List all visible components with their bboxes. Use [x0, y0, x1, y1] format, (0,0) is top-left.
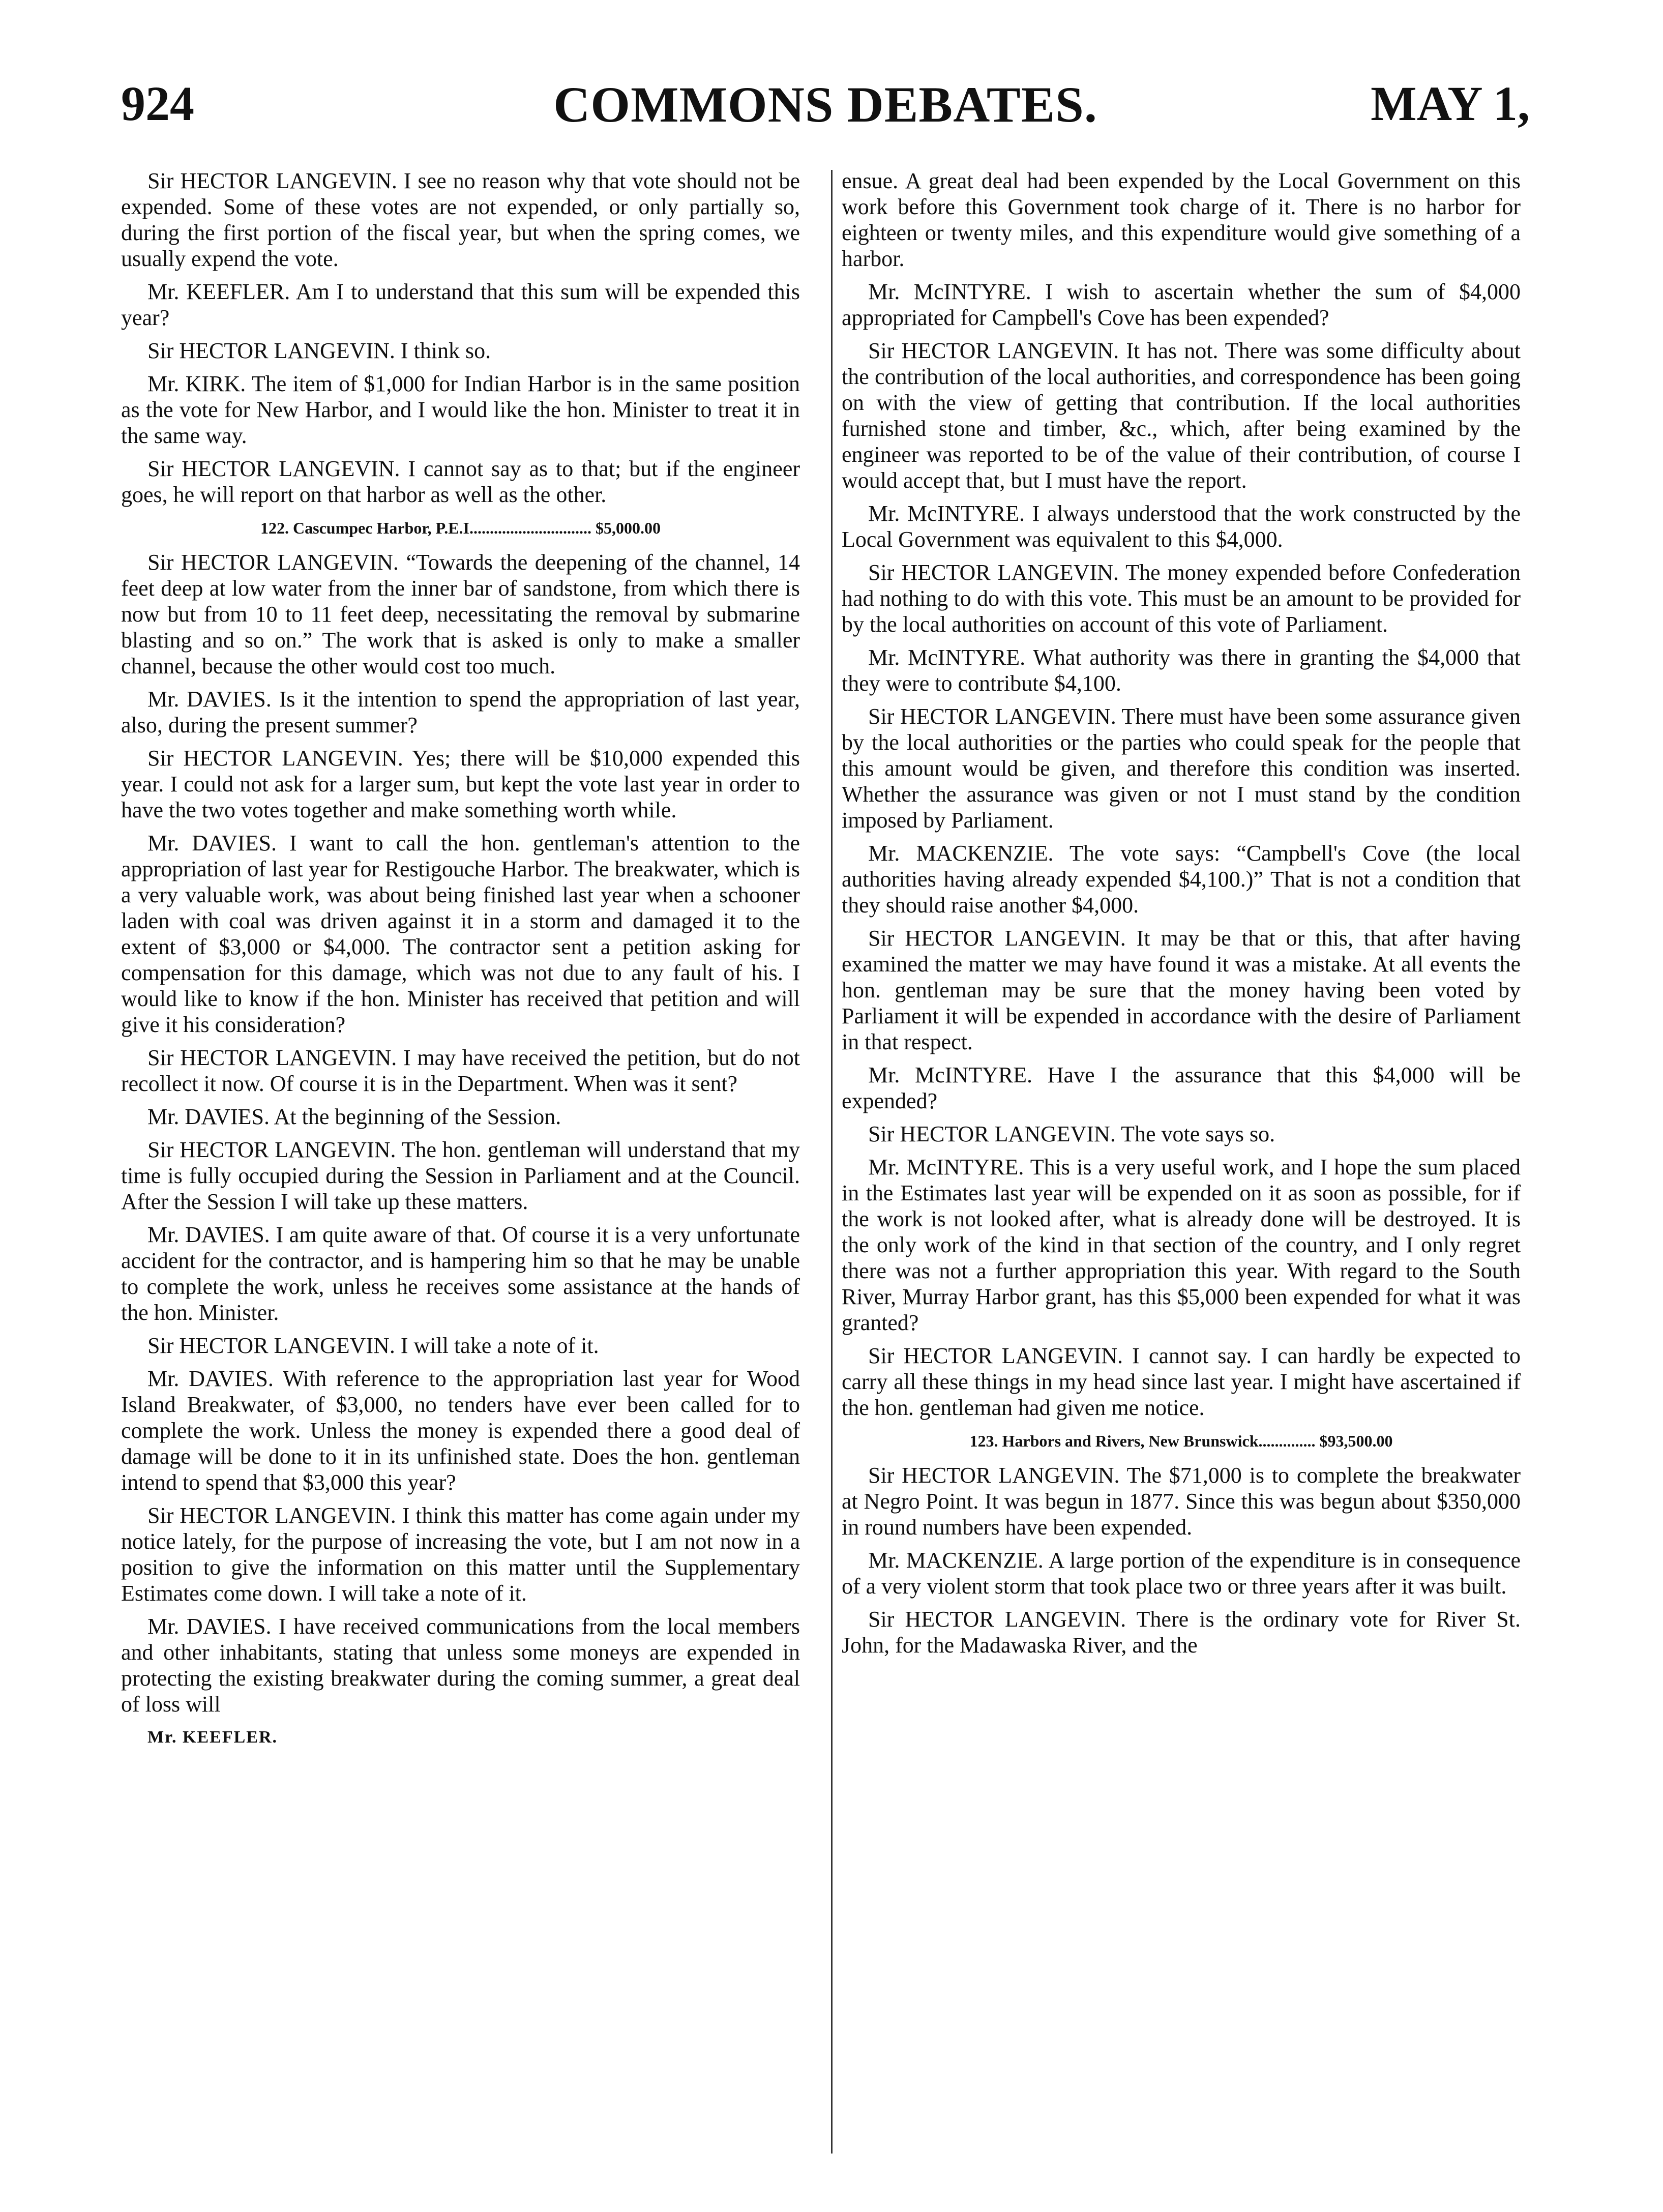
speech-paragraph [842, 644, 1521, 696]
speaker-name: Mr. DAVIES. [147, 831, 277, 856]
speaker-name: Sir HECTOR LANGEVIN. [868, 338, 1119, 363]
speech-text: Is it the intention to spend the appropriation of last year, also, during the present summer? [121, 687, 800, 738]
speech-text: There must have been some assurance given by the local authorities or the parties who could speak for the people that this amount would be given, and therefore this condition was inserted. Whether the assurance was given or not I must stand by the condition imposed by Parliament. [842, 704, 1521, 833]
speaker-name: Mr. McINTYRE. [868, 501, 1025, 526]
speech-text: I cannot say as to that; but if the engineer goes, he will report on that harbor as well as the other. [121, 456, 800, 507]
speaker-name: Sir HECTOR LANGEVIN. [147, 550, 399, 575]
speaker-name: Mr. DAVIES. [147, 1222, 270, 1247]
speaker-name: Mr. KEEFLER. [147, 279, 290, 304]
speaker-name: Sir HECTOR LANGEVIN. [147, 1137, 396, 1162]
speech-text: At the beginning of the Session. [274, 1104, 561, 1129]
speech-paragraph [121, 686, 800, 738]
speaker-name: Mr. DAVIES. [147, 1366, 274, 1391]
estimate-item: 123. Harbors and Rivers, New Brunswick.............. $93,500.00 [969, 1432, 1393, 1450]
speech-text: The $71,000 is to complete the breakwater at Negro Point. It was begun in 1877. Since this was begun about $350,000 in round numbers have been expended. [842, 1463, 1521, 1540]
speech-text: The vote says so. [1121, 1122, 1275, 1146]
speech-paragraph [121, 549, 800, 679]
speaker-name: Mr. DAVIES. [147, 1614, 272, 1639]
speech-paragraph [842, 1154, 1521, 1336]
speaker-name: Sir HECTOR LANGEVIN. [147, 1045, 397, 1070]
speech-paragraph [121, 279, 800, 331]
speaker-name: Mr. KIRK. [147, 371, 246, 396]
speech-paragraph [121, 456, 800, 508]
speaker-name: Sir HECTOR LANGEVIN. [868, 1463, 1120, 1488]
speaker-name: Sir HECTOR LANGEVIN. [147, 168, 397, 193]
speech-paragraph [121, 745, 800, 823]
speech-text: “Towards the deepening of the channel, 14 feet deep at low water from the inner bar of sandstone, from which there is now but from 10 to 11 feet deep, necessitating the removal by submarine blasting and so on.” The work that is asked is only to make a smaller channel, because the other would cost too much. [121, 550, 800, 679]
speech-paragraph [842, 1606, 1521, 1658]
speaker-name: Sir HECTOR LANGEVIN. [868, 560, 1119, 585]
speech-paragraph [842, 1547, 1521, 1599]
right-column [842, 168, 1521, 1665]
speech-text: This is a very useful work, and I hope the sum placed in the Estimates last year will be expended on it as soon as possible, for if the work is not looked after, what is already done will be destroyed. It is the only work of the kind in that section of the country, and I only regret there was not a further appropriation this year. With regard to the South River, Murray Harbor grant, has this $5,000 been expended for what it was granted? [842, 1155, 1521, 1335]
speech-paragraph [842, 500, 1521, 552]
page-date: MAY 1, [1371, 76, 1530, 131]
speech-text: I wish to ascertain whether the sum of $4,000 appropriated for Campbell's Cove has been expended? [842, 279, 1521, 330]
speech-text: The vote says: “Campbell's Cove (the local authorities having already expended $4,100.)” That is not a condition that they should raise another $4,000. [842, 841, 1521, 918]
speaker-name: Sir HECTOR LANGEVIN. [868, 704, 1116, 729]
speech-paragraph [121, 1333, 800, 1359]
speech-text: There is the ordinary vote for River St. John, for the Madawaska River, and the [842, 1607, 1521, 1658]
speaker-name: Sir HECTOR LANGEVIN. [868, 1607, 1126, 1632]
speech-text: A large portion of the expenditure is in consequence of a very violent storm that took place two or three years after it was built. [842, 1548, 1521, 1599]
speech-text: Yes; there will be $10,000 expended this year. I could not ask for a larger sum, but kept the vote last year in order to have the two votes together and make something worth while. [121, 746, 800, 822]
speaker-name: Sir HECTOR LANGEVIN. [147, 1333, 395, 1358]
speech-paragraph [842, 1462, 1521, 1540]
speaker-name: Sir HECTOR LANGEVIN. [147, 338, 395, 363]
page-number: 924 [121, 76, 194, 131]
speaker-name: Mr. MACKENZIE. [868, 1548, 1044, 1573]
speech-paragraph [842, 1121, 1521, 1147]
speech-paragraph [121, 1137, 800, 1215]
speech-paragraph [842, 1062, 1521, 1114]
speech-text: It may be that or this, that after having examined the matter we may have found it was a mistake. At all events the hon. gentleman may be sure that the money having been voted by Parliament it will be expended in accordance with the desire of Parliament in that respect. [842, 926, 1521, 1054]
speaker-name: Mr. DAVIES. [147, 687, 272, 712]
speaker-name: Mr. McINTYRE. [868, 279, 1031, 304]
speech-paragraph [842, 338, 1521, 493]
speech-paragraph [842, 1343, 1521, 1421]
speaker-name: Sir HECTOR LANGEVIN. [868, 926, 1126, 951]
speech-paragraph [842, 279, 1521, 331]
speech-paragraph [121, 1045, 800, 1097]
speech-paragraph [842, 840, 1521, 918]
speech-paragraph [842, 925, 1521, 1055]
speech-text: I cannot say. I can hardly be expected to carry all these things in my head since last year. I might have ascertained if the hon. gentleman had given me notice. [842, 1343, 1521, 1420]
speech-text: It has not. There was some difficulty about the contribution of the local authorities, and correspondence has been going on with the view of getting that contribution. If the local authorities furnished stone and timber, &c., which, after being examined by the engineer was reported to be of the value of their contribution, of course I would accept that, but I must have the report. [842, 338, 1521, 493]
page-header [121, 75, 1530, 141]
speech-paragraph [121, 1222, 800, 1325]
speech-paragraph [121, 338, 800, 364]
speaker-name: Sir HECTOR LANGEVIN. [868, 1343, 1123, 1368]
left-column [121, 168, 800, 1750]
estimate-item: 122. Cascumpec Harbor, P.E.I.............................. $5,000.00 [260, 519, 661, 537]
speaker-name: Mr. McINTYRE. [868, 1063, 1032, 1087]
speech-paragraph [121, 168, 800, 272]
speaker-name: Sir HECTOR LANGEVIN. [147, 456, 400, 481]
speech-paragraph [121, 1613, 800, 1717]
speech-text: I may have received the petition, but do not recollect it now. Of course it is in the Department. When was it sent? [121, 1045, 800, 1096]
column-divider [831, 170, 833, 2154]
speech-paragraph [842, 168, 1521, 272]
speech-text: I am quite aware of that. Of course it is a very unfortunate accident for the contractor, and is hampering him so that he may be unable to complete the work, unless he receives some assistance at the hands of the hon. Minister. [121, 1222, 800, 1325]
speech-text: I think this matter has come again under my notice lately, for the purpose of increasing the vote, but I am not now in a position to give the information on this matter until the Supplementary Estimates come down. I will take a note of it. [121, 1503, 800, 1606]
speaker-name: Mr. McINTYRE. [868, 1155, 1024, 1179]
running-footer-name: Mr. KEEFLER. [147, 1728, 278, 1747]
speech-text: I always understood that the work constructed by the Local Government was equivalent to this $4,000. [842, 501, 1521, 552]
speech-paragraph [121, 1502, 800, 1606]
speech-text: I think so. [400, 338, 491, 363]
speech-text: The hon. gentleman will understand that my time is fully occupied during the Session in Parliament and at the Council. After the Session I will take up these matters. [121, 1137, 800, 1214]
speech-text: I will take a note of it. [400, 1333, 599, 1358]
speaker-name: Sir HECTOR LANGEVIN. [868, 1122, 1116, 1146]
speaker-name: Sir HECTOR LANGEVIN. [147, 1503, 396, 1528]
speaker-name: Mr. McINTYRE. [868, 645, 1026, 670]
speech-text: With reference to the appropriation last year for Wood Island Breakwater, of $3,000, no tenders have ever been called for to complete the work. Unless the money is expended there a good deal of damage will be done to it in its unfinished state. Does the hon. gentleman intend to spend that $3,000 this year? [121, 1366, 800, 1495]
speaker-name: Sir HECTOR LANGEVIN. [147, 746, 403, 771]
speech-text: I have received communications from the local members and other inhabitants, stating that unless some moneys are expended in protecting the existing breakwater during the coming summer, a great deal of loss will [121, 1614, 800, 1717]
speech-paragraph [842, 559, 1521, 637]
page-title: COMMONS DEBATES. [553, 76, 1097, 133]
speech-paragraph [121, 1366, 800, 1495]
speech-text: The money expended before Confederation had nothing to do with this vote. This must be an amount to be provided for by the local authorities on account of this vote of Parliament. [842, 560, 1521, 637]
speech-paragraph [842, 703, 1521, 833]
speech-text: ensue. A great deal had been expended by the Local Government on this work before this Government took charge of it. There is no harbor for eighteen or twenty miles, and this expenditure would give something of a harbor. [842, 168, 1521, 271]
speech-paragraph [121, 1104, 800, 1130]
speech-text: What authority was there in granting the $4,000 that they were to contribute $4,100. [842, 645, 1521, 696]
speech-paragraph [121, 830, 800, 1038]
speech-text: I want to call the hon. gentleman's attention to the appropriation of last year for Restigouche Harbor. The breakwater, which is a very valuable work, was about being finished last year when a schooner laden with coal was driven against it in a storm and damaged it to the extent of $3,000 or $4,000. The contractor sent a petition asking for compensation for this damage, which was not due to any fault of his. I would like to know if the hon. Minister has received that petition and will give it his consideration? [121, 831, 800, 1037]
speaker-name: Mr. MACKENZIE. [868, 841, 1054, 866]
speech-text: I see no reason why that vote should not be expended. Some of these votes are not expended, or only partially so, during the first portion of the fiscal year, but when the spring comes, we usually expend the vote. [121, 168, 800, 271]
speech-paragraph [121, 371, 800, 449]
speaker-name: Mr. DAVIES. [147, 1104, 270, 1129]
speech-text: Am I to understand that this sum will be expended this year? [121, 279, 800, 330]
speech-text: The item of $1,000 for Indian Harbor is in the same position as the vote for New Harbor, and I would like the hon. Minister to treat it in the same way. [121, 371, 800, 448]
speech-text: Have I the assurance that this $4,000 will be expended? [842, 1063, 1521, 1113]
